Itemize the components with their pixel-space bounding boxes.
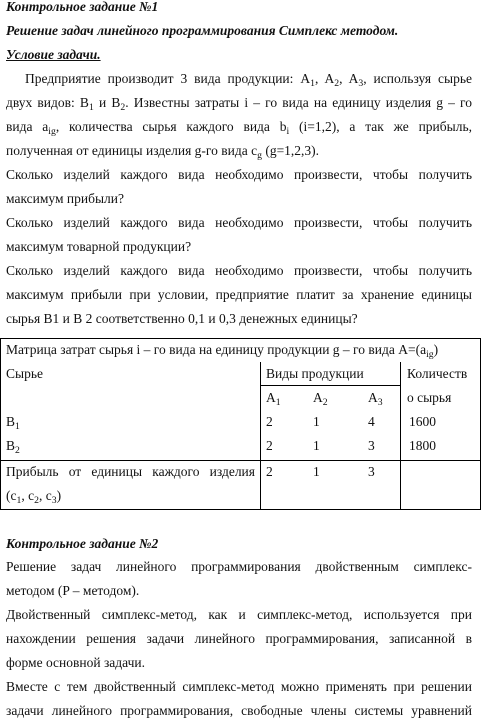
task1-question-1-line-2: максимум прибыли? bbox=[6, 191, 125, 206]
cost-matrix-table bbox=[0, 338, 481, 510]
task1-condition-title: Условие задачи. bbox=[6, 47, 101, 62]
table-cell-b2-a3: 3 bbox=[368, 438, 375, 453]
table-product-types-header: Виды продукции bbox=[266, 366, 364, 381]
table-quantity-header-line-2: о сырья bbox=[407, 390, 452, 405]
table-col-head-a3: $A_3$ bbox=[368, 390, 383, 408]
task1-question-2-line-1: Сколько изделий каждого вида необходимо произвести, чтобы получить bbox=[6, 215, 472, 230]
task1-subheading: Решение задач линейного программирования Симплекс методом. bbox=[6, 23, 399, 38]
table-raw-material-header: Сырье bbox=[6, 366, 43, 381]
table-cell-b1-quantity: 1600 bbox=[409, 414, 436, 429]
table-col-head-a2: $A_2$ bbox=[313, 390, 328, 408]
task1-question-2-line-2: максимум товарной продукции? bbox=[6, 239, 192, 254]
table-cell-b1-a1: 2 bbox=[266, 414, 273, 429]
table-row-label-b1: $B_1$ bbox=[6, 414, 20, 432]
table-profit-label-line-2: ($c_1$, $c_2$, $c_3$) bbox=[6, 488, 62, 506]
table-cell-b2-a1: 2 bbox=[266, 438, 273, 453]
table-profit-a2: 1 bbox=[313, 464, 320, 479]
table-profit-a3: 3 bbox=[368, 464, 375, 479]
task2-heading: Контрольное задание №2 bbox=[6, 536, 159, 551]
table-quantity-header-line-1: Количеств bbox=[407, 366, 468, 381]
table-col-head-a1: $A_1$ bbox=[266, 390, 281, 408]
task2-line-7: задачи линейного программирования, свободные члены системы уравнений bbox=[6, 703, 472, 718]
task1-question-3-line-2: максимум прибыли при условии, предприятие платит за хранение единицы bbox=[6, 287, 472, 302]
table-cell-b1-a2: 1 bbox=[313, 414, 320, 429]
task1-question-1-line-1: Сколько изделий каждого вида необходимо произвести, чтобы получить bbox=[6, 167, 472, 182]
table-caption: Матрица затрат сырья i – го вида на единицу продукции g – го вида $A=(a_{ig})$ bbox=[6, 342, 439, 360]
task1-question-3-line-1: Сколько изделий каждого вида необходимо произвести, чтобы получить bbox=[6, 263, 472, 278]
task2-line-5: форме основной задачи. bbox=[6, 655, 145, 670]
task1-paragraph-line-2: двух видов: $B_1$ и $B_2$. Известны затраты i – го вида на единицу изделия g – го bbox=[6, 95, 472, 113]
task1-paragraph-line-4: полученная от единицы изделия g-го вида $c_g$ (g=1,2,3). bbox=[6, 143, 320, 161]
task1-question-3-line-3: сырья B1 и B 2 соответственно 0,1 и 0,3 денежных единицы? bbox=[6, 311, 358, 326]
table-cell-b2-a2: 1 bbox=[313, 438, 320, 453]
task2-line-2: методом (P – методом). bbox=[6, 583, 140, 598]
table-profit-label-line-1: Прибыль от единицы каждого изделия bbox=[6, 464, 255, 479]
task2-line-3: Двойственный симплекс-метод, как и симплекс-метод, используется при bbox=[6, 607, 472, 622]
table-row-label-b2: $B_2$ bbox=[6, 438, 20, 456]
task2-line-6: Вместе с тем двойственный симплекс-метод можно применять при решении bbox=[6, 679, 472, 694]
task2-line-4: нахождении решения задачи линейного программирования, записанной в bbox=[6, 631, 472, 646]
task2-line-1: Решение задач линейного программирования двойственным симплекс- bbox=[6, 559, 472, 574]
table-cell-b1-a3: 4 bbox=[368, 414, 375, 429]
table-profit-a1: 2 bbox=[266, 464, 273, 479]
task1-paragraph-line-3: вида $a_{ig}$, количества сырья каждого вида $b_i$ (i=1,2), а так же прибыль, bbox=[6, 119, 472, 137]
task1-paragraph-line-1: Предприятие производит 3 вида продукции: $A_1$, $A_2$, $A_3$, используя сырье bbox=[25, 71, 472, 89]
table-cell-b2-quantity: 1800 bbox=[409, 438, 436, 453]
task1-heading: Контрольное задание №1 bbox=[6, 0, 159, 14]
